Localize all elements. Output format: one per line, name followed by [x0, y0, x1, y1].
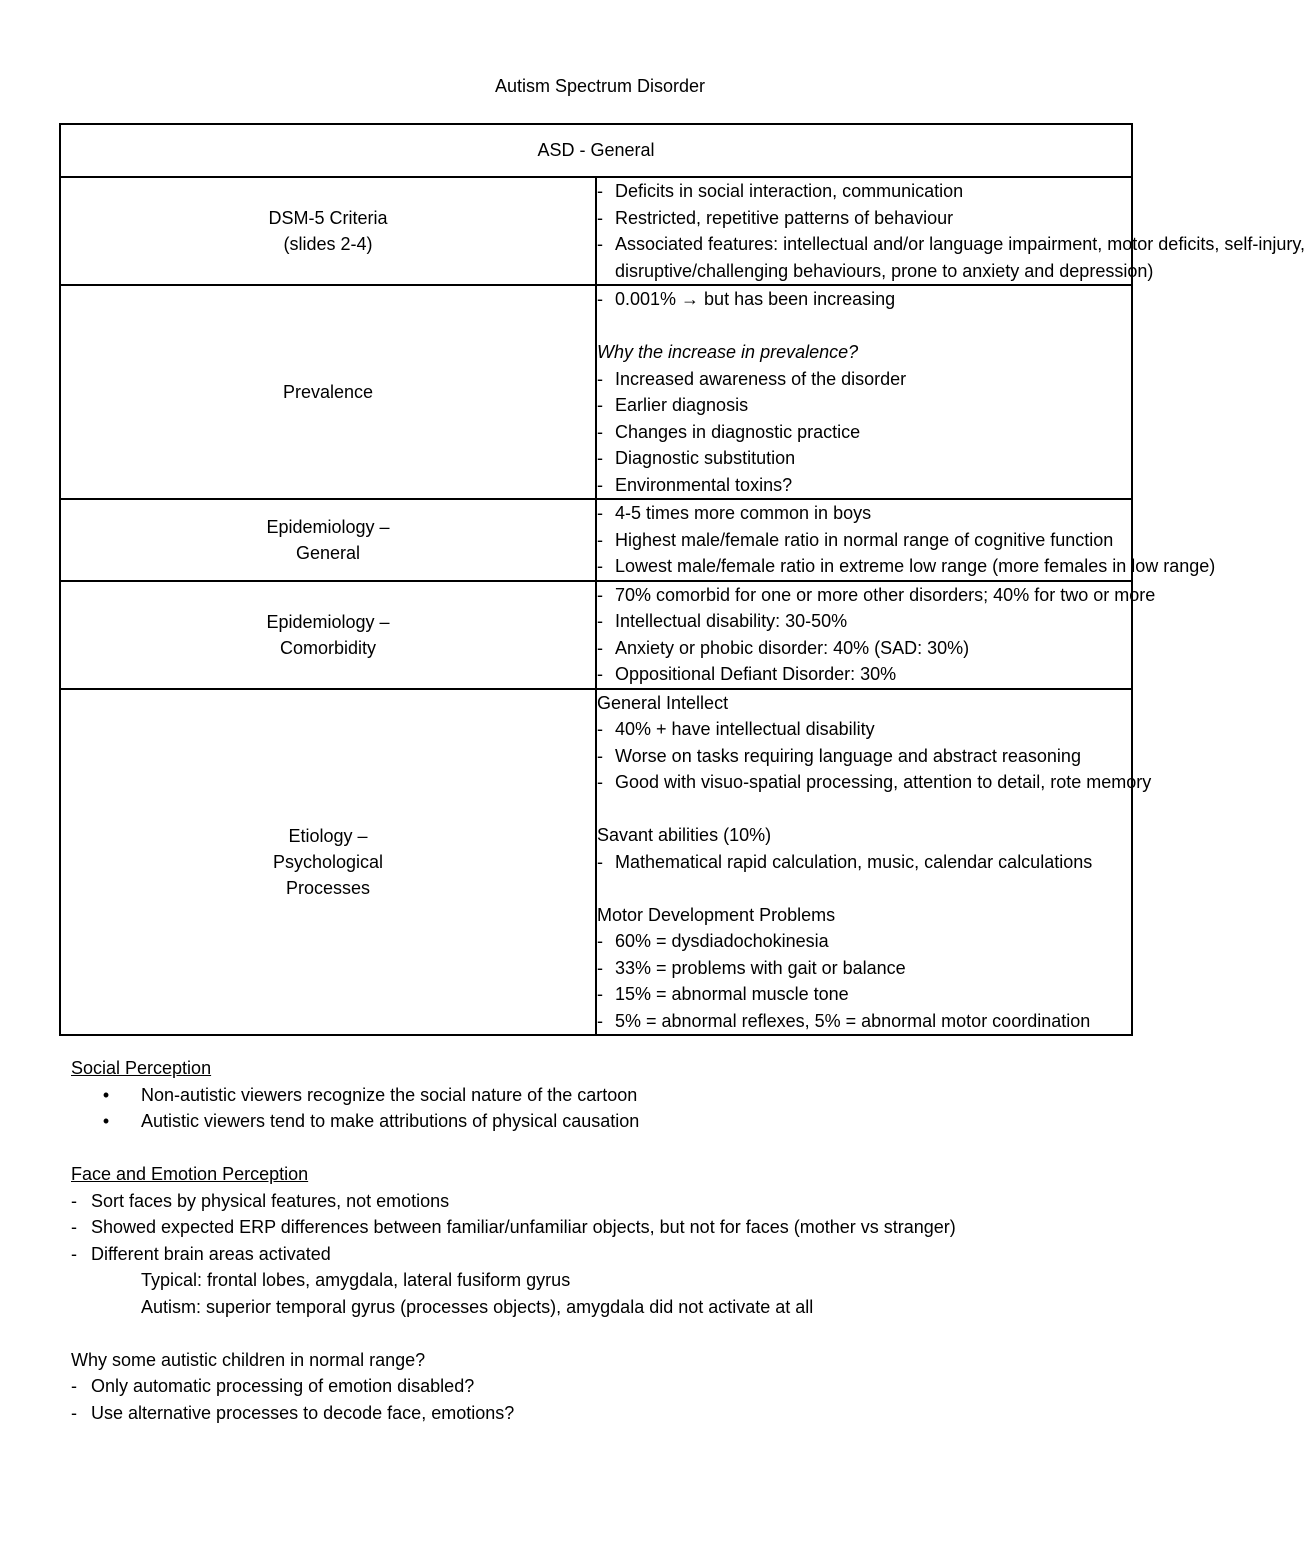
row-label-line: Comorbidity — [279, 637, 377, 658]
section-heading: General Intellect — [597, 692, 729, 713]
list-item: - Mathematical rapid calculation, music, calendar calculations — [597, 851, 1093, 872]
face-heading: Face and Emotion Perception — [71, 1164, 309, 1184]
row-label-etiology — [60, 689, 596, 1036]
asd-table — [59, 123, 1305, 1036]
spacer — [597, 875, 1131, 902]
typical-line: Typical: frontal lobes, amygdala, lateral fusiform gyrus — [141, 1270, 571, 1290]
list-item: - 40% + have intellectual disability — [597, 719, 875, 739]
spacer — [71, 1135, 1151, 1162]
list-item: - Restricted, repetitive patterns of behaviour — [597, 207, 954, 228]
list-item: - Anxiety or phobic disorder: 40% (SAD: 30%) — [597, 637, 970, 658]
row-content-prevalence — [596, 285, 1132, 499]
table-row-epi-comorbidity — [60, 581, 1132, 689]
list-item: - 15% = abnormal muscle tone — [597, 984, 849, 1004]
row-content-dsm — [596, 177, 1305, 285]
row-content-epi-general — [596, 499, 1216, 581]
table-row-epi-general — [60, 499, 1132, 581]
list-item: - Sort faces by physical features, not emotions — [71, 1190, 450, 1211]
bullet-item: • Non-autistic viewers recognize the social nature of the cartoon — [71, 1082, 1151, 1109]
list-item: - Only automatic processing of emotion disabled? — [71, 1376, 475, 1396]
list-item: - 4-5 times more common in boys — [597, 503, 872, 523]
table-header-row — [60, 124, 1132, 177]
row-content-etiology — [596, 689, 1152, 1036]
list-item: - 70% comorbid for one or more other disorders; 40% for two or more — [597, 584, 1156, 605]
social-heading: Social Perception — [71, 1058, 212, 1078]
row-content-epi-comorbidity — [596, 581, 1156, 689]
list-item: - Associated features: intellectual and/or language impairment, motor deficits, self-injury, — [597, 234, 1305, 254]
row-label-dsm — [60, 177, 596, 285]
row-label-epi-general — [60, 499, 596, 581]
why-question: Why some autistic children in normal range? — [71, 1349, 426, 1370]
table-header: ASD - General — [60, 124, 1132, 177]
list-item: - Worse on tasks requiring language and abstract reasoning — [597, 745, 1081, 766]
table-row-dsm — [60, 177, 1132, 285]
list-item: - Highest male/female ratio in normal range of cognitive function — [597, 529, 1114, 550]
section-heading: Motor Development Problems — [597, 904, 836, 925]
row-label-line: Epidemiology – — [266, 516, 390, 537]
row-label-line: Psychological — [272, 851, 384, 872]
row-label-line: DSM-5 Criteria — [268, 208, 388, 228]
list-item: - Use alternative processes to decode face, emotions? — [71, 1402, 515, 1423]
list-item: - 60% = dysdiadochokinesia — [597, 931, 829, 951]
table-row-prevalence — [60, 285, 1132, 499]
bullet-item: • Autistic viewers tend to make attributions of physical causation — [71, 1108, 1151, 1135]
row-label-line: General — [295, 542, 361, 563]
row-label-line: Epidemiology – — [266, 611, 390, 632]
spacer — [597, 313, 1131, 340]
row-label-line: Etiology – — [288, 825, 368, 846]
row-label-prevalence: Prevalence — [60, 285, 596, 499]
prevalence-question: Why the increase in prevalence? — [597, 342, 859, 362]
list-item: - Showed expected ERP differences between familiar/unfamiliar objects, but not for faces (mother vs stranger) — [71, 1217, 956, 1237]
table-row-etiology — [60, 689, 1132, 1036]
section-heading: Savant abilities (10%) — [597, 825, 772, 845]
notes-section — [71, 1055, 1151, 1426]
list-item: - 0.001% → but has been increasing — [597, 289, 896, 309]
list-item: - Environmental toxins? — [597, 474, 793, 495]
list-item: - Good with visuo-spatial processing, attention to detail, rote memory — [597, 772, 1152, 792]
list-item: - Earlier diagnosis — [597, 395, 749, 415]
list-item: - Intellectual disability: 30-50% — [597, 611, 848, 631]
list-item: - Increased awareness of the disorder — [597, 368, 907, 389]
list-item: - Oppositional Defiant Disorder: 30% — [597, 664, 897, 684]
list-item: - 33% = problems with gait or balance — [597, 957, 906, 978]
spacer — [71, 1320, 1151, 1347]
list-item: - 5% = abnormal reflexes, 5% = abnormal motor coordination — [597, 1010, 1091, 1031]
spacer — [597, 796, 1131, 823]
page-title: Autism Spectrum Disorder — [494, 76, 706, 96]
autism-line: Autism: superior temporal gyrus (processes objects), amygdala did not activate at all — [141, 1296, 814, 1317]
row-label-line: Processes — [285, 877, 371, 898]
list-item-continuation: disruptive/challenging behaviours, prone to anxiety and depression) — [615, 260, 1154, 281]
list-item: - Lowest male/female ratio in extreme low range (more females in low range) — [597, 556, 1216, 576]
row-label-line: (slides 2-4) — [283, 234, 373, 254]
list-item: - Different brain areas activated — [71, 1243, 331, 1264]
bullet-icon: • — [102, 1111, 110, 1131]
bullet-icon: • — [102, 1084, 110, 1105]
list-item: - Changes in diagnostic practice — [597, 421, 861, 442]
row-label-epi-comorbidity — [60, 581, 596, 689]
list-item: - Diagnostic substitution — [597, 448, 796, 468]
list-item: - Deficits in social interaction, communication — [597, 181, 964, 201]
